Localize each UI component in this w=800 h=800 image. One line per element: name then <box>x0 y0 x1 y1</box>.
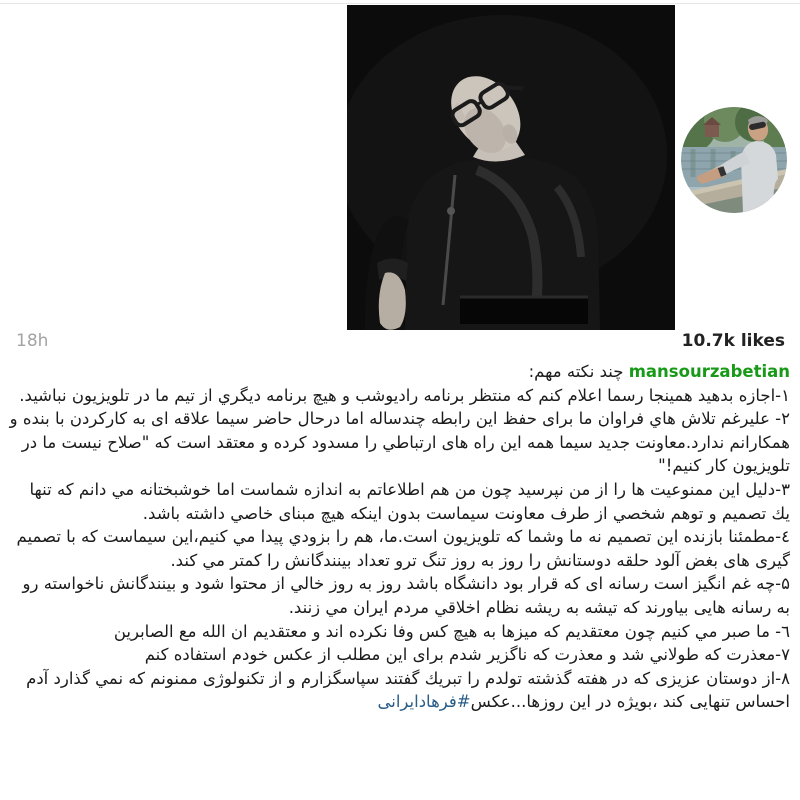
caption-item: ۷-معذرت که طولاني شد و معذرت که ناگزیر شدم برای این مطلب از عکس خودم استفاده کنم <box>144 645 790 665</box>
caption-header <box>8 360 790 384</box>
caption-item: ۸-از دوستان عزیزی که در هفته گذشته تولدم را تبریك گفتند سپاسگزارم و از تکنولوژی ممنونم که نمي گذارد آدم احساس تنهایی کند ،بویژه در این روزها...عکس#فرهادایرانی <box>26 668 790 712</box>
post-photo[interactable] <box>347 5 675 330</box>
meta-row <box>16 331 785 355</box>
top-divider <box>0 3 800 4</box>
hashtag-link[interactable]: #فرهادایرانی <box>377 692 471 712</box>
caption-intro: چند نکته مهم: <box>528 362 624 381</box>
post-photo-illustration <box>347 5 675 330</box>
caption-item: ٤-مطمئنا بازنده این تصمیم نه ما وشما که تلویزیون است.ما، هم را بزودي پیدا مي کنیم،این سیماست که با تصمیم گیری های بغض آلود حلقه دوستانش را روز به روز تنگ ترو تعداد بینندگانش را کمتر مي کند. <box>16 527 790 570</box>
caption-item: ٦- ما صبر مي کنیم چون معتقدیم که میزها به هیچ کس وفا نکرده اند و معتقدیم ان الله مع الصابرین <box>113 621 790 641</box>
caption-item: ۱-اجازه بدهید همینجا رسما اعلام کنم که منتظر برنامه رادیوشب و هیچ برنامه دیگري از تیم ما در تلویزیون نباشید. <box>19 385 790 405</box>
caption-item: ۲- علیرغم تلاش هاي فراوان ما برای حفظ این رابطه چندساله اما درحال حاضر سیما علاقه ای به کارکردن با بنده و همکارانم ندارد.معاونت جدید سیما همه این راه های ارتباطي را مسدود کرده و معتقد است که "صلاح نیست ما در تلویزیون کار کنیم!" <box>9 409 790 476</box>
caption-item: ۳-دلیل این ممنوعیت ها را از من نپرسید چون من هم اطلاعاتم به اندازه شماست اما خوشبختانه مي دانم که تنها یك تصمیم و توهم شخصي از طرف معاونت سیماست بدون اینکه هیچ مبنای خاصي داشته باشد. <box>29 479 790 523</box>
likes-count[interactable]: 10.7k likes <box>681 331 785 351</box>
profile-avatar[interactable] <box>681 107 787 213</box>
time-label: 18h <box>16 331 49 351</box>
caption <box>8 360 790 714</box>
username-link[interactable]: mansourzabetian <box>628 362 790 381</box>
caption-item: ۵-چه غم انگیز است رسانه ای که قرار بود دانشگاه باشد روز به روز خالي از محتوا شود و بینندگانش ناخواسته رو به رسانه هایی بیاورند که تیشه به ریشه نظام اخلاقي مردم ایران مي زنند. <box>22 574 790 617</box>
avatar-illustration <box>681 107 787 213</box>
